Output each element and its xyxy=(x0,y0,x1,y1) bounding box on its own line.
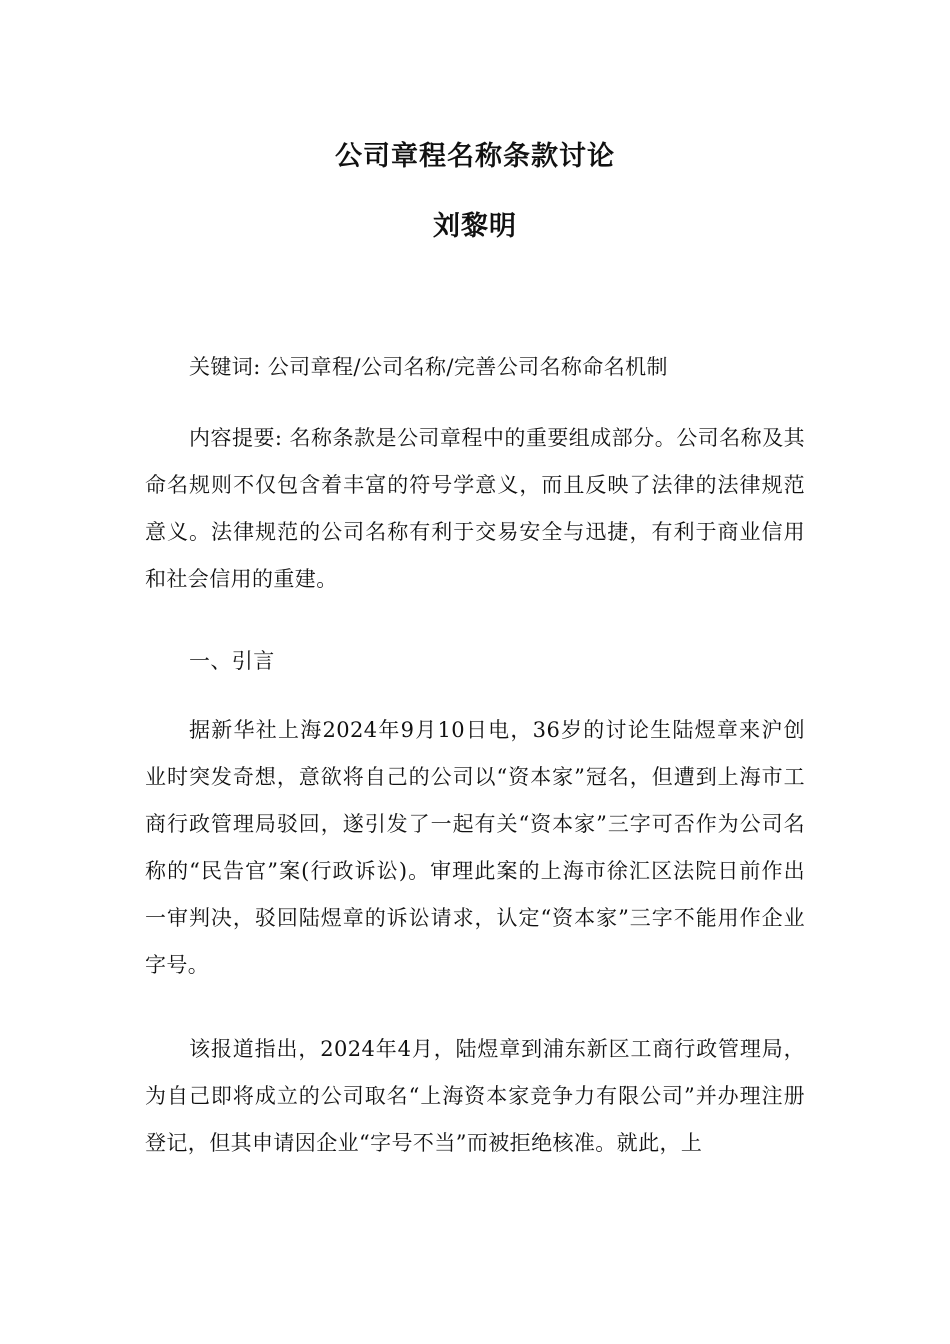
keywords-paragraph: 关键词: 公司章程/公司名称/完善公司名称命名机制 xyxy=(189,355,668,379)
document-author: 刘黎明 xyxy=(433,211,517,242)
body-paragraph: 据新华社上海2024年9月10日电，36岁的讨论生陆煜章来沪创业时突发奇想，意欲将自己的公司以“资本家”冠名，但遭到上海市工商行政管理局驳回，遂引发了一起有关“资本家”三字可否作为公司名称的“民告官”案(行政诉讼)。审理此案的上海市徐汇区法院日前作出一审判决，驳回陆煜章的诉讼请求，认定“资本家”三字不能用作企业字号。 xyxy=(145,718,805,977)
section-heading: 一、引言 xyxy=(189,649,275,673)
document-title: 公司章程名称条款讨论 xyxy=(335,141,615,172)
body-paragraph: 该报道指出，2024年4月，陆煜章到浦东新区工商行政管理局，为自己即将成立的公司取名“上海资本家竞争力有限公司”并办理注册登记，但其申请因企业“字号不当”而被拒绝核准。就此，上 xyxy=(145,1037,805,1155)
summary-paragraph: 内容提要: 名称条款是公司章程中的重要组成部分。公司名称及其命名规则不仅包含着丰富的符号学意义，而且反映了法律的法律规范意义。法律规范的公司名称有利于交易安全与迅捷，有利于商业信用和社会信用的重建。 xyxy=(145,426,805,591)
